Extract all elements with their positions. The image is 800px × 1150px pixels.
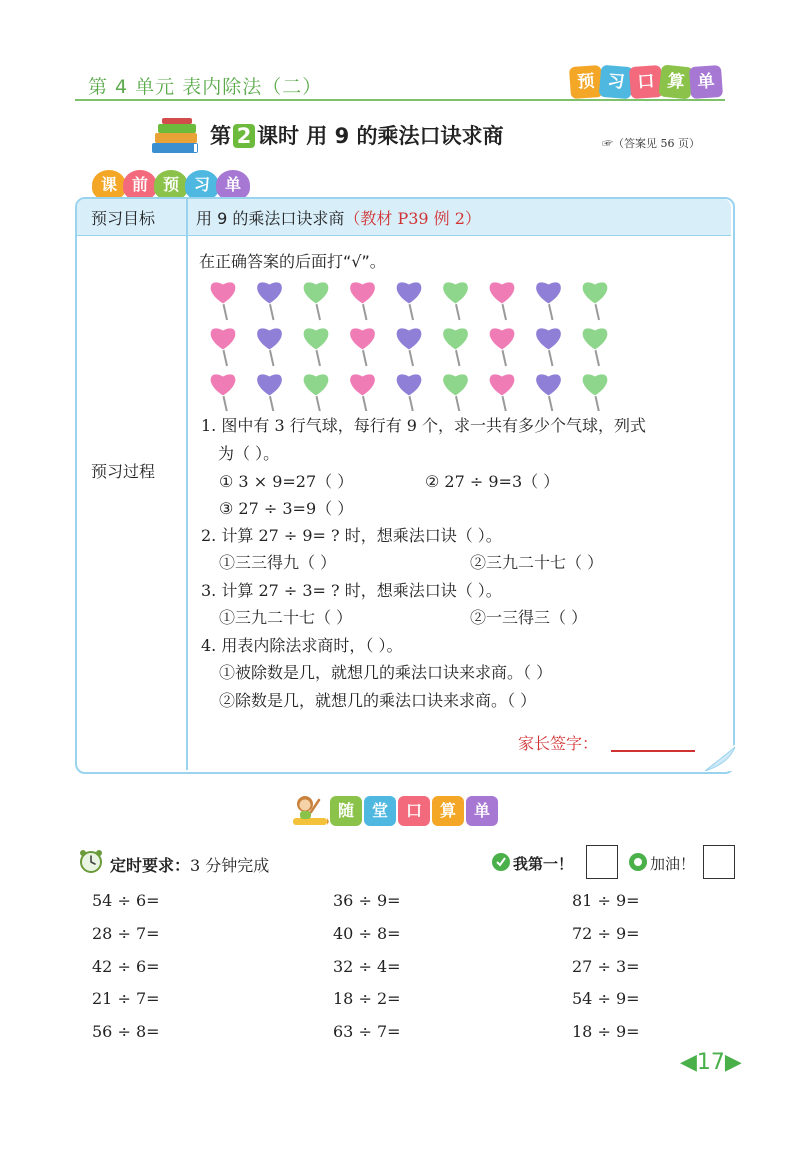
badge-char: 口 (398, 796, 430, 826)
option: ①三三得九（ ） (219, 553, 337, 572)
badge-char: 单 (689, 65, 723, 99)
balloon-icon (443, 374, 469, 411)
problem: 18 ÷ 2= (333, 989, 401, 1008)
cheer-score-box[interactable] (703, 845, 735, 879)
balloon-icon (210, 374, 236, 411)
time-label: 定时要求： (110, 856, 191, 875)
option: ② 27 ÷ 9=3（ ） (425, 472, 560, 491)
lesson-prefix: 第 (210, 124, 231, 148)
balloon-grid (205, 276, 625, 411)
balloon-icon (303, 282, 329, 320)
mascot-icon (289, 792, 329, 828)
badge-char: 单 (466, 796, 498, 826)
balloon-icon (257, 328, 283, 366)
problem: 54 ÷ 6= (92, 891, 160, 910)
problem: 54 ÷ 9= (572, 989, 640, 1008)
option: ②一三得三（ ） (470, 608, 588, 627)
textbook-ref: （教材 P39 例 2） (344, 209, 481, 228)
lesson-name: 课时 用 9 的乘法口诀求商 (257, 124, 504, 148)
problem: 42 ÷ 6= (92, 957, 160, 976)
question-4: 4. 用表内除法求商时，（ ）。 (201, 636, 403, 655)
badge-char: 习 (599, 65, 634, 100)
balloon-icon (257, 282, 283, 320)
badge-char: 随 (330, 796, 362, 826)
answer-reference: ☞（答案见 56 页） (602, 137, 700, 150)
badge-char: 预 (569, 65, 603, 99)
instruction: 在正确答案的后面打“√”。 (199, 252, 386, 271)
balloon-icon (443, 282, 469, 320)
problem: 56 ÷ 8= (92, 1022, 160, 1041)
header-divider (75, 99, 725, 101)
option: ③ 27 ÷ 3=9（ ） (219, 499, 354, 518)
problem: 21 ÷ 7= (92, 989, 160, 1008)
question-2: 2. 计算 27 ÷ 9= ? 时，想乘法口诀（ ）。 (201, 526, 502, 545)
problem: 40 ÷ 8= (333, 924, 401, 943)
first-score-box[interactable] (586, 845, 618, 879)
cheer-icon (628, 852, 648, 872)
question-1-blank: 为（ ）。 (218, 444, 280, 463)
tag-char: 前 (123, 170, 157, 200)
balloon-icon (536, 282, 562, 320)
thumbs-up-icon (491, 852, 511, 872)
cheer-label: 加油！ (650, 855, 696, 873)
tag-char: 预 (154, 170, 188, 200)
balloon-icon (303, 328, 329, 366)
pre-class-preview-tag (92, 170, 247, 200)
tag-char: 课 (92, 170, 126, 200)
problem: 18 ÷ 9= (572, 1022, 640, 1041)
balloon-icon (582, 328, 608, 366)
problem: 72 ÷ 9= (572, 924, 640, 943)
question-3: 3. 计算 27 ÷ 3= ? 时，想乘法口诀（ ）。 (201, 581, 502, 600)
balloon-icon (489, 374, 515, 411)
page-number: ◀17▶ (680, 1050, 742, 1075)
badge-char: 算 (658, 64, 693, 99)
tag-char: 习 (185, 170, 219, 200)
alarm-clock-icon (78, 848, 104, 874)
problem: 63 ÷ 7= (333, 1022, 401, 1041)
tag-char: 单 (216, 170, 250, 200)
signature-line[interactable] (611, 750, 695, 752)
option: ②除数是几，就想几的乘法口诀来求商。（ ） (219, 691, 537, 710)
badge-char: 口 (629, 65, 663, 99)
badge-char: 算 (432, 796, 464, 826)
goal-text (196, 206, 481, 229)
time-value: 3 分钟完成 (190, 856, 270, 875)
balloon-icon (210, 282, 236, 320)
problem: 27 ÷ 3= (572, 957, 640, 976)
balloon-icon (396, 374, 422, 411)
option: ①被除数是几，就想几的乘法口诀来求商。（ ） (219, 663, 553, 682)
balloon-icon (536, 374, 562, 411)
option: ① 3 × 9=27（ ） (219, 472, 354, 491)
unit-title: 第 4 单元 表内除法（二） (88, 76, 323, 98)
balloon-icon (443, 328, 469, 366)
goal-label: 预习目标 (91, 209, 156, 228)
balloon-icon (396, 328, 422, 366)
lesson-title (210, 120, 504, 150)
problem: 32 ÷ 4= (333, 957, 401, 976)
time-requirement (110, 853, 269, 876)
option: ②三九二十七（ ） (470, 553, 604, 572)
balloon-icon (303, 374, 329, 411)
balloon-icon (396, 282, 422, 320)
page-curl-icon (701, 743, 737, 771)
lesson-number: 2 (233, 124, 255, 148)
balloon-icon (582, 374, 608, 411)
badge-char: 堂 (364, 796, 396, 826)
goal-content: 用 9 的乘法口诀求商 (196, 209, 345, 228)
preview-calc-badge (572, 66, 722, 98)
balloon-icon (257, 374, 283, 411)
option: ①三九二十七（ ） (219, 608, 353, 627)
balloon-icon (489, 282, 515, 320)
column-divider (186, 199, 188, 770)
process-label: 预习过程 (91, 462, 156, 481)
balloon-icon (489, 328, 515, 366)
parent-signature-label: 家长签字： (518, 734, 599, 753)
question-1: 1. 图中有 3 行气球，每行有 9 个，求一共有多少个气球，列式 (201, 416, 647, 435)
balloon-icon (350, 282, 376, 320)
balloon-icon (350, 328, 376, 366)
problem: 81 ÷ 9= (572, 891, 640, 910)
balloon-icon (536, 328, 562, 366)
books-icon (150, 117, 202, 155)
balloon-icon (210, 328, 236, 366)
first-place-label: 我第一！ (513, 855, 574, 873)
balloon-icon (582, 282, 608, 320)
balloon-icon (350, 374, 376, 411)
problem: 36 ÷ 9= (333, 891, 401, 910)
problem: 28 ÷ 7= (92, 924, 160, 943)
in-class-calc-badge (330, 796, 500, 826)
